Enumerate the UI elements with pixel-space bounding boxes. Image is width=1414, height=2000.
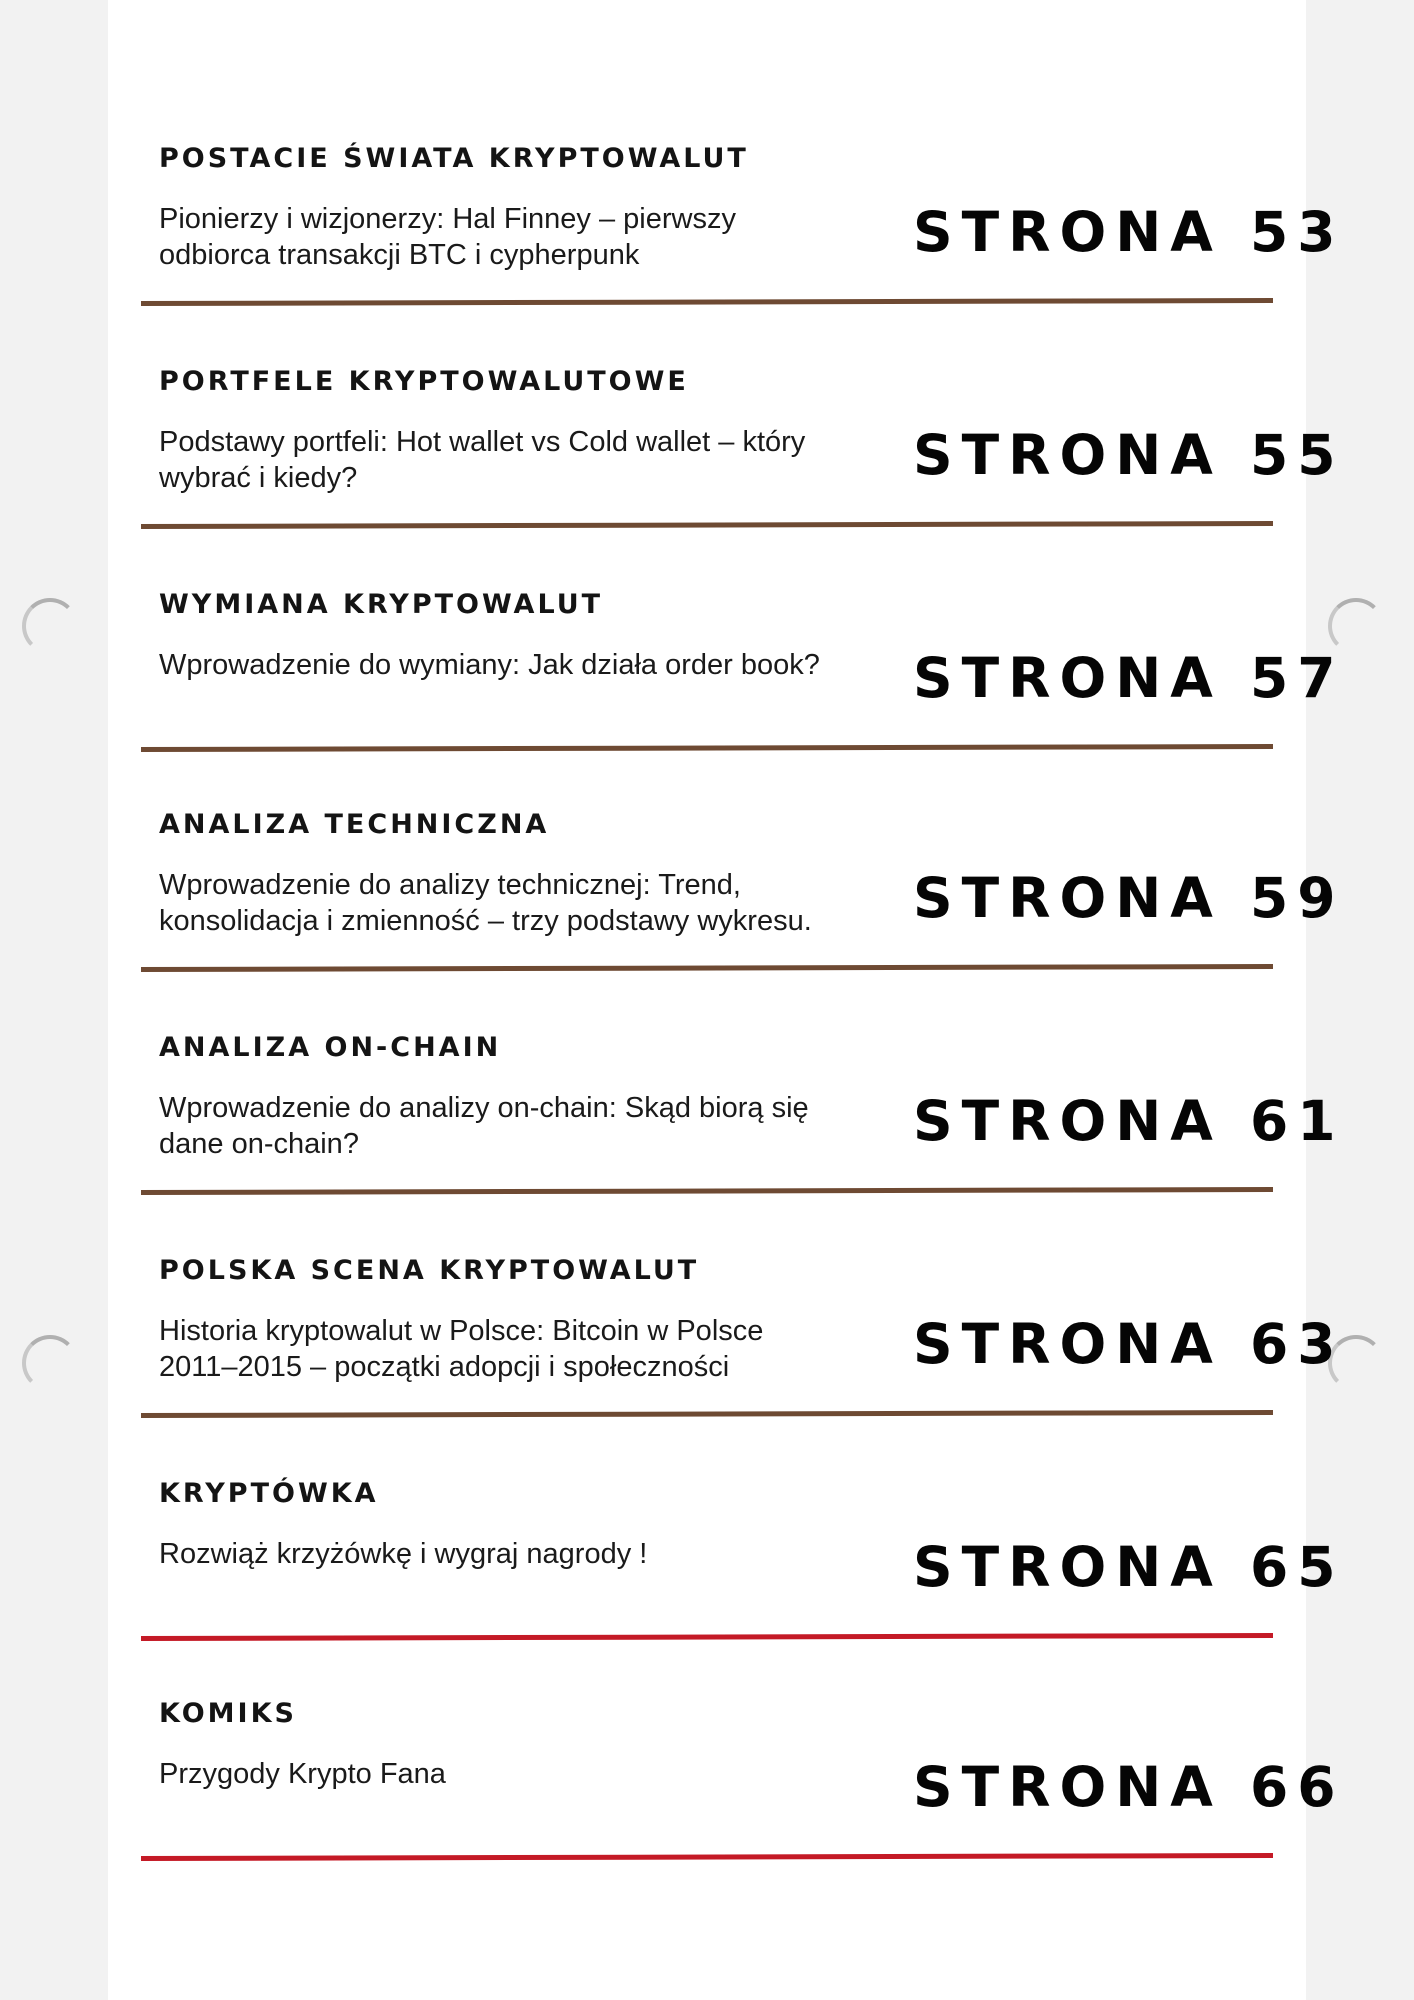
toc-category: POLSKA SCENA KRYPTOWALUT — [159, 1255, 700, 1286]
toc-category: ANALIZA ON-CHAIN — [159, 1032, 502, 1063]
toc-category: ANALIZA TECHNICZNA — [159, 809, 550, 840]
toc-entry[interactable] — [108, 1476, 1345, 1699]
toc-description: Wprowadzenie do analizy on-chain: Skąd biorą się dane on-chain? — [159, 1092, 809, 1160]
toc-entry[interactable] — [108, 1030, 1345, 1253]
toc-page-number[interactable]: STRONA 55 — [913, 423, 1345, 487]
toc-page-number[interactable]: STRONA 53 — [913, 200, 1345, 264]
section-divider — [141, 521, 1273, 530]
toc-category: POSTACIE ŚWIATA KRYPTOWALUT — [159, 143, 749, 174]
toc-description: Wprowadzenie do analizy technicznej: Trend, konsolidacja i zmienność – trzy podstawy wykresu. — [159, 869, 812, 937]
toc-page-number[interactable]: STRONA 65 — [913, 1535, 1345, 1599]
section-divider — [141, 1410, 1273, 1419]
toc-page-number[interactable]: STRONA 66 — [913, 1755, 1345, 1819]
toc-description: Wprowadzenie do wymiany: Jak działa order book? — [159, 649, 820, 681]
toc-page-number[interactable]: STRONA 57 — [913, 646, 1345, 710]
toc-category: KOMIKS — [159, 1698, 297, 1729]
toc-entry[interactable] — [108, 1253, 1345, 1476]
toc-category: PORTFELE KRYPTOWALUTOWE — [159, 366, 689, 397]
toc-description: Pionierzy i wizjonerzy: Hal Finney – pierwszy odbiorca transakcji BTC i cypherpunk — [159, 203, 736, 271]
table-of-contents-page — [108, 0, 1345, 2000]
binder-ring-left-bottom — [22, 1335, 78, 1391]
section-divider — [141, 298, 1273, 307]
toc-entry[interactable] — [108, 807, 1345, 1030]
toc-entry[interactable] — [108, 1696, 1345, 1919]
toc-category: WYMIANA KRYPTOWALUT — [159, 589, 604, 620]
toc-entry[interactable] — [108, 141, 1345, 364]
toc-entry[interactable] — [108, 364, 1345, 587]
section-divider — [141, 964, 1273, 973]
binder-ring-left-top — [22, 598, 78, 654]
section-divider — [141, 744, 1273, 753]
toc-description: Historia kryptowalut w Polsce: Bitcoin w Polsce 2011–2015 – początki adopcji i społeczności — [159, 1315, 764, 1383]
section-divider — [141, 1187, 1273, 1196]
toc-entry[interactable] — [108, 587, 1345, 810]
toc-category: KRYPTÓWKA — [159, 1478, 379, 1509]
toc-description: Przygody Krypto Fana — [159, 1758, 446, 1790]
section-divider — [141, 1853, 1273, 1862]
toc-page-number[interactable]: STRONA 63 — [913, 1312, 1345, 1376]
toc-description: Podstawy portfeli: Hot wallet vs Cold wallet – który wybrać i kiedy? — [159, 426, 806, 494]
toc-page-number[interactable]: STRONA 59 — [913, 866, 1345, 930]
toc-page-number[interactable]: STRONA 61 — [913, 1089, 1345, 1153]
toc-description: Rozwiąż krzyżówkę i wygraj nagrody ! — [159, 1538, 648, 1570]
section-divider — [141, 1633, 1273, 1642]
